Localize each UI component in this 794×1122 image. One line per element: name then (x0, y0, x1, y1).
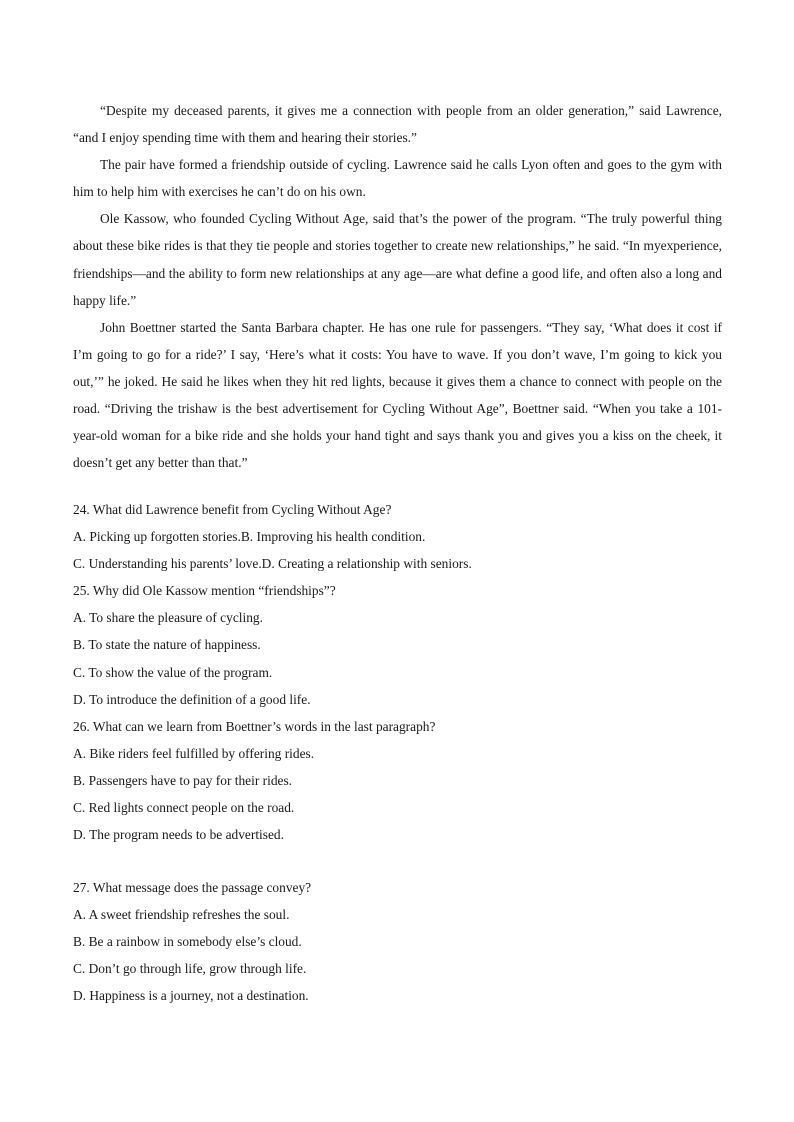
question-27-option-a: A. A sweet friendship refreshes the soul. (73, 907, 290, 923)
passage-paragraph: Ole Kassow, who founded Cycling Without Age, said that’s the power of the program. “The truly powerful thing about these bike rides is that they tie people and stories together to create new relationships,” he said. “In myexperience, friendships—and the ability to form new relationships at any age—are what define a good life, and often also a long and happy life.” (73, 211, 722, 308)
question-25-option-d: D. To introduce the definition of a good life. (73, 691, 311, 707)
passage-paragraph: “Despite my deceased parents, it gives me a connection with people from an older generation,” said Lawrence, “and I enjoy spending time with them and hearing their stories.” (73, 103, 722, 146)
question-25-option-a: A. To share the pleasure of cycling. (73, 610, 263, 626)
reading-passage (73, 97, 722, 476)
question-25-stem: 25. Why did Ole Kassow mention “friendships”? (73, 583, 336, 599)
question-27-option-b: B. Be a rainbow in somebody else’s cloud. (73, 934, 302, 950)
question-26-option-d: D. The program needs to be advertised. (73, 827, 284, 843)
question-27-option-d: D. Happiness is a journey, not a destination. (73, 988, 309, 1004)
question-27-block (73, 874, 722, 1009)
question-25-option-c: C. To show the value of the program. (73, 664, 273, 680)
question-25-option-b: B. To state the nature of happiness. (73, 637, 261, 653)
question-24-stem: 24. What did Lawrence benefit from Cycling Without Age? (73, 502, 392, 517)
question-26-option-c: C. Red lights connect people on the road. (73, 800, 295, 816)
question-list (73, 496, 722, 848)
question-26-stem: 26. What can we learn from Boettner’s words in the last paragraph? (73, 718, 436, 734)
question-26-option-a: A. Bike riders feel fulfilled by offering rides. (73, 745, 315, 761)
question-26-option-b: B. Passengers have to pay for their rides. (73, 772, 293, 788)
passage-paragraph: John Boettner started the Santa Barbara chapter. He has one rule for passengers. “They say, ‘What does it cost if I’m going to go for a ride?’ I say, ‘Here’s what it costs: You have to wave. If you don’t wave, I’m going to kick you out,’” he joked. He said he likes when they hit red lights, because it gives them a chance to connect with people on the road. “Driving the trishaw is the best advertisement for Cycling Without Age”, Boettner said. “When you take a 101-year-old woman for a bike ride and she holds your hand tight and says thank you and gives you a kiss on the cheek, it doesn’t get any better than that.” (73, 319, 722, 471)
question-24-options-cd: C. Understanding his parents’ love.D. Creating a relationship with seniors. (73, 556, 472, 572)
question-24-options-ab: A. Picking up forgotten stories.B. Improving his health condition. (73, 529, 426, 545)
question-27-stem: 27. What message does the passage convey? (73, 880, 312, 895)
question-27-option-c: C. Don’t go through life, grow through life. (73, 961, 307, 977)
passage-paragraph: The pair have formed a friendship outside of cycling. Lawrence said he calls Lyon often and goes to the gym with him to help him with exercises he can’t do on his own. (73, 157, 722, 200)
